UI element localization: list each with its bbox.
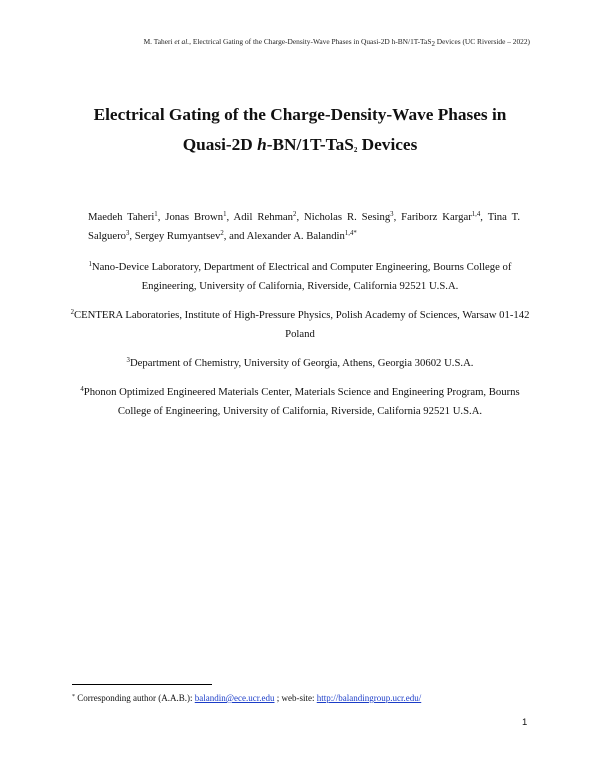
author: Sergey Rumyantsev$^2$ (134, 230, 224, 242)
author: Fariborz Kargar$^{1,4}$ (401, 211, 481, 223)
author: Maedeh Taheri$^1$ (88, 211, 158, 223)
running-header (60, 37, 530, 46)
author: Jonas Brown$^1$ (165, 211, 227, 223)
affiliation-1: $^1$Nano-Device Laboratory, Department of Electrical and Computer Engineering, Bourns College of Engineering, University of California, Riverside, California 92521 U.S.A. (88, 261, 512, 292)
author: Tina T. Salguero$^3$ (88, 211, 521, 242)
affiliation-4: $^4$Phonon Optimized Engineered Materials Center, Materials Science and Engineering Program, Bourns College of Engineering, University of California, Riverside, California 92521 U.S.A. (80, 386, 520, 417)
affiliation-2: $^2$CENTERA Laboratories, Institute of High-Pressure Physics, Polish Academy of Sciences, Warsaw 01-142 Poland (70, 309, 530, 340)
email-link[interactable]: balandin@ece.ucr.edu (194, 693, 275, 703)
running-header-institution: Devices (UC Riverside – 2022) (434, 37, 530, 46)
footnote: * Corresponding author (A.A.B.): balandin@ece.ucr.edu ; web-site: http://balandingroup.ucr.edu/ (72, 693, 422, 703)
author: Alexander A. Balandin$^{1,4*}$ (246, 230, 357, 242)
website-link[interactable]: http://balandingroup.ucr.edu/ (316, 693, 422, 703)
running-header-et-al: et al. (174, 37, 190, 46)
running-header-authors: M. Taheri (143, 37, 175, 46)
author: Adil Rehman$^2$ (233, 211, 297, 223)
author: Nicholas R. Sesing$^3$ (304, 211, 394, 223)
running-header-subscript: 2 (431, 40, 435, 48)
running-header-title: , Electrical Gating of the Charge-Density-Wave Phases in Quasi-2D h-BN/1T-TaS (189, 37, 432, 46)
footnote-divider (72, 684, 212, 685)
page-number: 1 (522, 717, 528, 728)
title-line-2: Quasi-2D h-BN/1T-TaS$_2$ Devices (182, 135, 418, 154)
title-line-1: Electrical Gating of the Charge-Density-Wave Phases in (93, 105, 507, 124)
author-list: Maedeh Taheri$^1$, Jonas Brown$^1$, Adil Rehman$^2$, Nicholas R. Sesing$^3$, Fariborz Kargar$^{1,4}$, Tina T. Salguero$^3$, Sergey Rumyantsev$^2$, and Alexander A. Balandin$^{1,4*}$ (88, 211, 521, 242)
paper-title (40, 100, 560, 160)
affiliation-3: $^3$Department of Chemistry, University of Georgia, Athens, Georgia 30602 U.S.A. (126, 357, 474, 369)
